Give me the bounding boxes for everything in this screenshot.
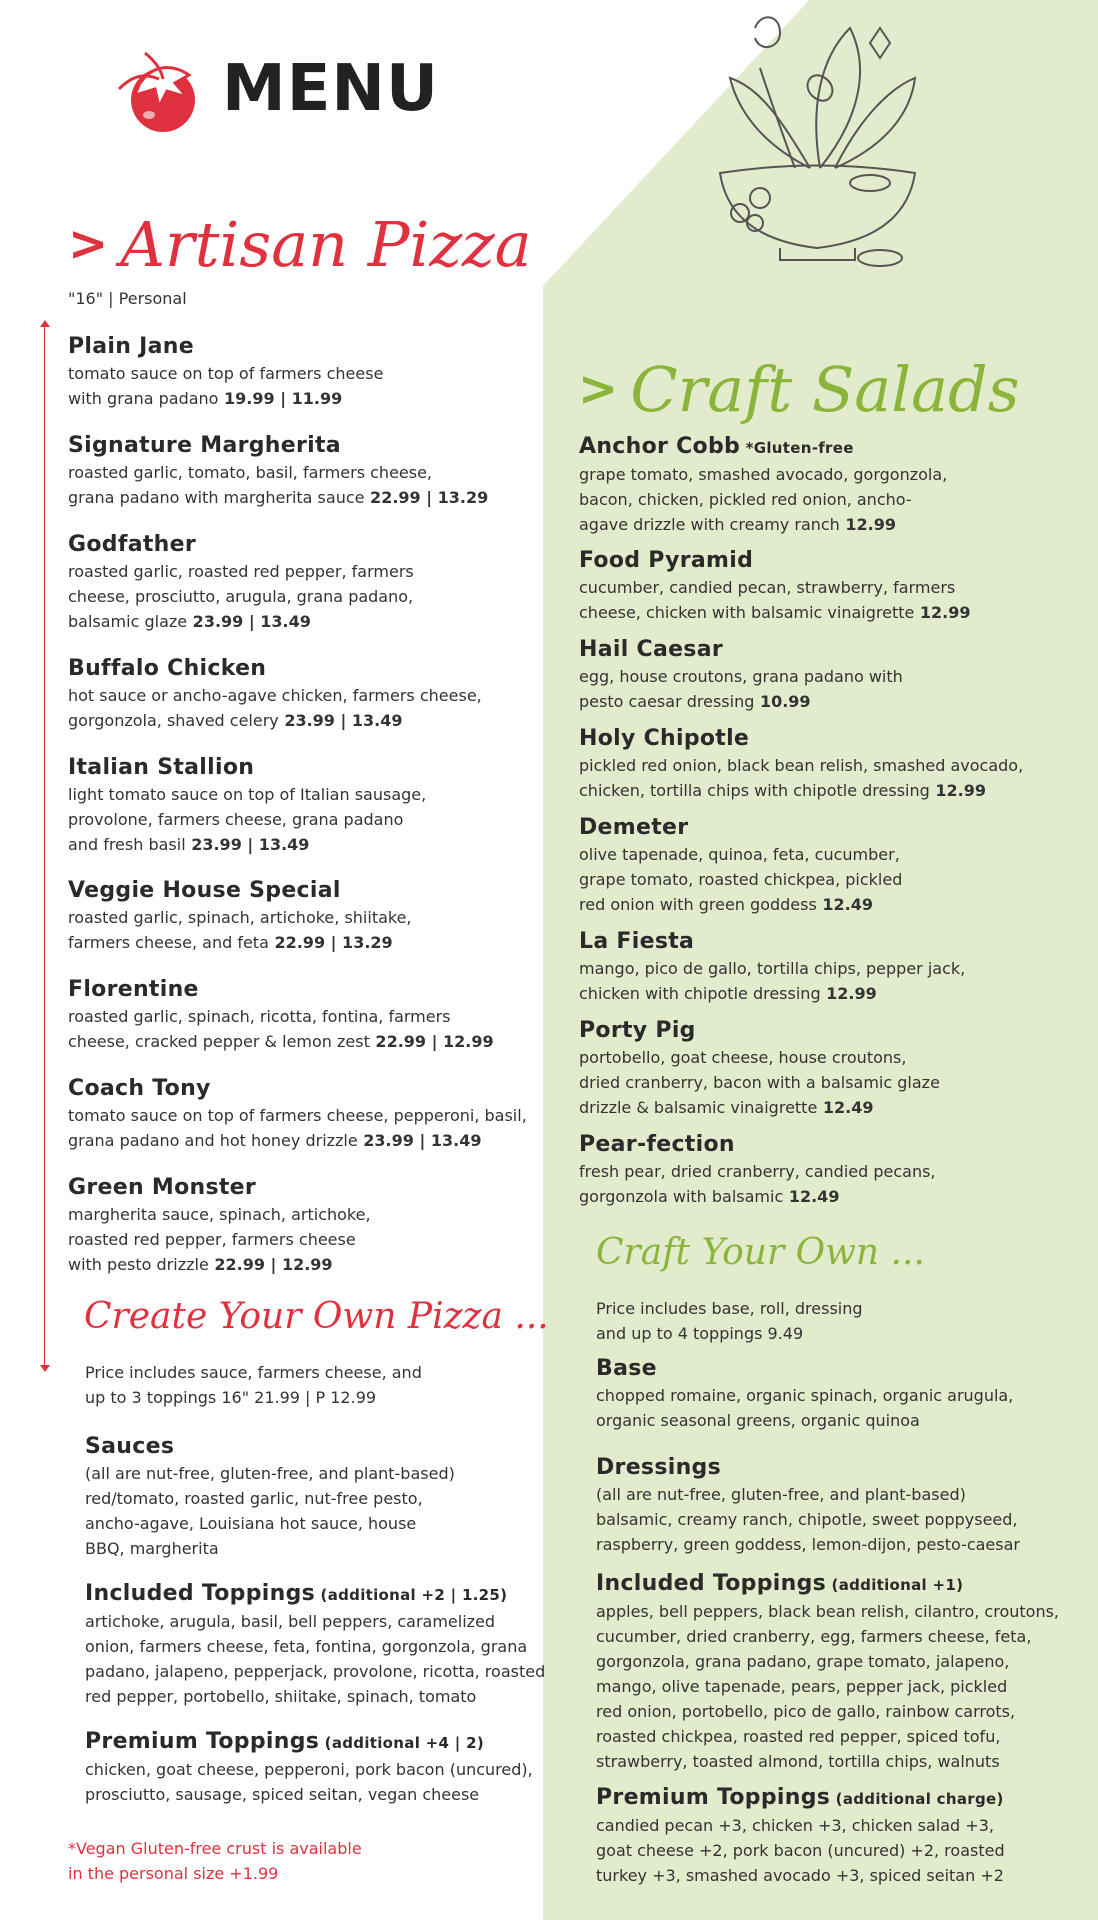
salad-item-price: 12.49 <box>783 1187 840 1206</box>
pizza-item-description: roasted garlic, spinach, artichoke, shiitake, farmers cheese, and feta 22.99 | 13.29 <box>68 908 412 952</box>
pizza-item-name <box>68 432 488 460</box>
salad-item-name-text: La Fiesta <box>579 929 695 954</box>
salad-item <box>579 636 903 714</box>
pizza-item-name <box>68 877 412 905</box>
salad-item-name <box>579 928 965 956</box>
pizza-create-item <box>85 1728 533 1807</box>
salad-item-description: egg, house croutons, grana padano with pesto caesar dressing 10.99 <box>579 667 903 711</box>
pizza-item <box>68 754 426 857</box>
salad-item-name <box>579 725 1023 753</box>
salad-create-item-name-text: Premium Toppings <box>596 1785 831 1810</box>
salad-create-intro: Price includes base, roll, dressing and up to 4 toppings 9.49 <box>596 1299 863 1343</box>
pizza-item-name <box>68 1075 527 1103</box>
salad-item-name <box>579 1017 940 1045</box>
pizza-item <box>68 1174 371 1277</box>
pizza-item-name <box>68 1174 371 1202</box>
pizza-create-item-name-text: Included Toppings <box>85 1581 316 1606</box>
create-your-own-pizza-title: Create Your Own Pizza ... <box>84 1296 549 1337</box>
pizza-create-intro: Price includes sauce, farmers cheese, and up to 3 toppings 16" 21.99 | P 12.99 <box>85 1363 422 1407</box>
pizza-create-item-name-text: Premium Toppings <box>85 1729 320 1754</box>
pizza-item-name-text: Florentine <box>68 977 199 1002</box>
pizza-item-description: tomato sauce on top of farmers cheese, pepperoni, basil, grana padano and hot honey drizzle 23.99 | 13.49 <box>68 1106 527 1150</box>
pizza-item <box>68 877 412 955</box>
pizza-create-item-description: (all are nut-free, gluten-free, and plant-based) red/tomato, roasted garlic, nut-free pesto, ancho-agave, Louisiana hot sauce, house BBQ, margherita <box>85 1464 455 1558</box>
pizza-item-description: light tomato sauce on top of Italian sausage, provolone, farmers cheese, grana padano and fresh basil 23.99 | 13.49 <box>68 785 427 854</box>
salad-item-price: 12.99 <box>820 984 877 1003</box>
pizza-create-item-description: artichoke, arugula, basil, bell peppers, caramelized onion, farmers cheese, feta, fontina, gorgonzola, grana padano, jalapeno, pepperjack, provolone, ricotta, roasted red pepper, portobello, shiitake, spinach, tomato <box>85 1612 546 1706</box>
pizza-item-name-text: Plain Jane <box>68 334 194 359</box>
chevron-right-icon: > <box>68 216 109 272</box>
pizza-item-name-text: Signature Margherita <box>68 433 341 458</box>
salad-create-item <box>596 1784 1005 1888</box>
pizza-item-description: hot sauce or ancho-agave chicken, farmers cheese, gorgonzola, shaved celery 23.99 | 13.49 <box>68 686 482 730</box>
salad-item-name-text: Demeter <box>579 815 689 840</box>
salad-item-name-text: Porty Pig <box>579 1018 696 1043</box>
pizza-item-price: 23.99 | 13.49 <box>357 1131 482 1150</box>
salad-item-name <box>579 547 971 575</box>
salad-create-item <box>596 1454 1020 1557</box>
salad-create-item-tag: (additional +1) <box>826 1576 964 1594</box>
menu-title: MENU <box>222 52 439 126</box>
salad-item <box>579 814 902 917</box>
salad-create-item-name <box>596 1570 1059 1599</box>
craft-your-own-title: Craft Your Own ... <box>596 1232 925 1273</box>
salad-item-name <box>579 433 947 462</box>
salad-item-description: grape tomato, smashed avocado, gorgonzola, bacon, chicken, pickled red onion, ancho- agave drizzle with creamy ranch 12.99 <box>579 465 948 534</box>
salad-item-description: cucumber, candied pecan, strawberry, farmers cheese, chicken with balsamic vinaigrette 12.99 <box>579 578 971 622</box>
salad-create-item <box>596 1355 1013 1433</box>
pizza-item <box>68 1075 527 1153</box>
pizza-item-description: margherita sauce, spinach, artichoke, roasted red pepper, farmers cheese with pesto drizzle 22.99 | 12.99 <box>68 1205 371 1274</box>
salad-section-title: > Craft Salads <box>578 353 1020 426</box>
salad-item-name <box>579 814 902 842</box>
salad-create-item-description: (all are nut-free, gluten-free, and plant-based) balsamic, creamy ranch, chipotle, sweet poppyseed, raspberry, green goddess, lemon-dijon, pesto-caesar <box>596 1485 1020 1554</box>
pizza-create-item-tag: (additional +4 | 2) <box>319 1734 484 1752</box>
salad-create-item-tag: (additional charge) <box>830 1790 1004 1808</box>
salad-item-price: 12.99 <box>839 515 897 534</box>
pizza-item-name <box>68 655 482 683</box>
pizza-item-name-text: Godfather <box>68 532 196 557</box>
pizza-section-title: > Artisan Pizza <box>68 208 532 281</box>
salad-item-name-text: Pear-fection <box>579 1132 735 1157</box>
salad-item-description: pickled red onion, black bean relish, smashed avocado, chicken, tortilla chips with chipotle dressing 12.99 <box>579 756 1024 800</box>
salad-create-item-name <box>596 1784 1005 1813</box>
salad-create-item-name-text: Dressings <box>596 1455 721 1480</box>
salad-item-price: 12.49 <box>816 895 873 914</box>
salad-create-item-name-text: Included Toppings <box>596 1571 827 1596</box>
pizza-item-price: 23.99 | 13.49 <box>187 612 311 631</box>
pizza-item-description: roasted garlic, spinach, ricotta, fontina, farmers cheese, cracked pepper & lemon zest 22.99 | 12.99 <box>68 1007 494 1051</box>
pizza-item-price: 22.99 | 12.99 <box>369 1032 494 1051</box>
pizza-item <box>68 531 414 634</box>
salad-item <box>579 433 947 537</box>
pizza-item-name-text: Green Monster <box>68 1175 257 1200</box>
salad-item-price: 10.99 <box>754 692 811 711</box>
tomato-logo-icon <box>115 45 203 135</box>
salad-create-item-name <box>596 1355 1013 1383</box>
pizza-item-name <box>68 976 494 1004</box>
pizza-item-name-text: Italian Stallion <box>68 755 255 780</box>
pizza-create-item <box>85 1580 545 1709</box>
pizza-item-price: 23.99 | 13.49 <box>278 711 403 730</box>
salad-create-item-name <box>596 1454 1020 1482</box>
salad-item-description: mango, pico de gallo, tortilla chips, pepper jack, chicken with chipotle dressing 12.99 <box>579 959 966 1003</box>
salad-item-name <box>579 1131 936 1159</box>
chevron-right-icon: > <box>578 361 619 417</box>
pizza-item-name <box>68 333 383 361</box>
salad-item-name-text: Food Pyramid <box>579 548 754 573</box>
salad-item-description: olive tapenade, quinoa, feta, cucumber, grape tomato, roasted chickpea, pickled red onion with green goddess 12.49 <box>579 845 903 914</box>
salad-item <box>579 928 965 1006</box>
pizza-item <box>68 976 494 1054</box>
pizza-size-label: "16" | Personal <box>68 289 187 308</box>
pizza-list-rail <box>44 326 45 1366</box>
pizza-item <box>68 655 482 733</box>
pizza-item-description: tomato sauce on top of farmers cheese with grana padano 19.99 | 11.99 <box>68 364 384 408</box>
pizza-item-price: 22.99 | 13.29 <box>364 488 489 507</box>
pizza-create-item-tag: (additional +2 | 1.25) <box>315 1586 508 1604</box>
pizza-create-item-name-text: Sauces <box>85 1434 175 1459</box>
salad-item <box>579 1131 936 1209</box>
pizza-item-price: 22.99 | 12.99 <box>208 1255 333 1274</box>
pizza-item-price: 23.99 | 13.49 <box>185 835 310 854</box>
pizza-item-name <box>68 531 414 559</box>
salad-create-item-description: chopped romaine, organic spinach, organic arugula, organic seasonal greens, organic quinoa <box>596 1386 1014 1430</box>
salad-item-price: 12.49 <box>817 1098 874 1117</box>
salad-create-item-description: candied pecan +3, chicken +3, chicken salad +3, goat cheese +2, pork bacon (uncured) +2, roasted turkey +3, smashed avocado +3, spiced seitan +2 <box>596 1816 1005 1885</box>
pizza-create-item-name <box>85 1728 533 1757</box>
salad-item-description: portobello, goat cheese, house croutons, dried cranberry, bacon with a balsamic glaze drizzle & balsamic vinaigrette 12.49 <box>579 1048 940 1117</box>
salad-item-name-text: Hail Caesar <box>579 637 724 662</box>
salad-item-name-text: Anchor Cobb <box>579 434 741 459</box>
salad-item-price: 12.99 <box>929 781 986 800</box>
vegan-crust-footnote: *Vegan Gluten-free crust is available in the personal size +1.99 <box>68 1839 362 1883</box>
salad-item-tag: *Gluten-free <box>740 439 854 457</box>
pizza-item-price: 22.99 | 13.29 <box>268 933 393 952</box>
salad-item <box>579 547 971 625</box>
pizza-item-name-text: Veggie House Special <box>68 878 341 903</box>
pizza-item <box>68 333 383 411</box>
salad-create-item-name-text: Base <box>596 1356 657 1381</box>
pizza-item <box>68 432 488 510</box>
salad-item <box>579 725 1023 803</box>
salad-item-name-text: Holy Chipotle <box>579 726 750 751</box>
pizza-create-item <box>85 1433 455 1561</box>
pizza-item-description: roasted garlic, roasted red pepper, farmers cheese, prosciutto, arugula, grana padano, balsamic glaze 23.99 | 13.49 <box>68 562 414 631</box>
salad-item-price: 12.99 <box>914 603 971 622</box>
salad-create-item <box>596 1570 1059 1774</box>
pizza-item-price: 19.99 | 11.99 <box>218 389 343 408</box>
pizza-item-name-text: Coach Tony <box>68 1076 211 1101</box>
pizza-create-item-name <box>85 1580 545 1609</box>
pizza-create-item-name <box>85 1433 455 1461</box>
salad-item-description: fresh pear, dried cranberry, candied pecans, gorgonzola with balsamic 12.49 <box>579 1162 936 1206</box>
salad-item-name <box>579 636 903 664</box>
salad-bowl-illustration <box>700 8 935 273</box>
pizza-item-description: roasted garlic, tomato, basil, farmers cheese, grana padano with margherita sauce 22.99 | 13.29 <box>68 463 489 507</box>
pizza-item-name <box>68 754 426 782</box>
pizza-create-item-description: chicken, goat cheese, pepperoni, pork bacon (uncured), prosciutto, sausage, spiced seitan, vegan cheese <box>85 1760 533 1804</box>
pizza-item-name-text: Buffalo Chicken <box>68 656 267 681</box>
salad-item <box>579 1017 940 1120</box>
salad-create-item-description: apples, bell peppers, black bean relish, cilantro, croutons, cucumber, dried cranberry, egg, farmers cheese, feta, gorgonzola, grana padano, grape tomato, jalapeno, mango, olive tapenade, pears, pepper jack, pickled red onion, portobello, pico de gallo, rainbow carrots, roasted chickpea, roasted red pepper, spiced tofu, strawberry, toasted almond, tortilla chips, walnuts <box>596 1602 1059 1771</box>
